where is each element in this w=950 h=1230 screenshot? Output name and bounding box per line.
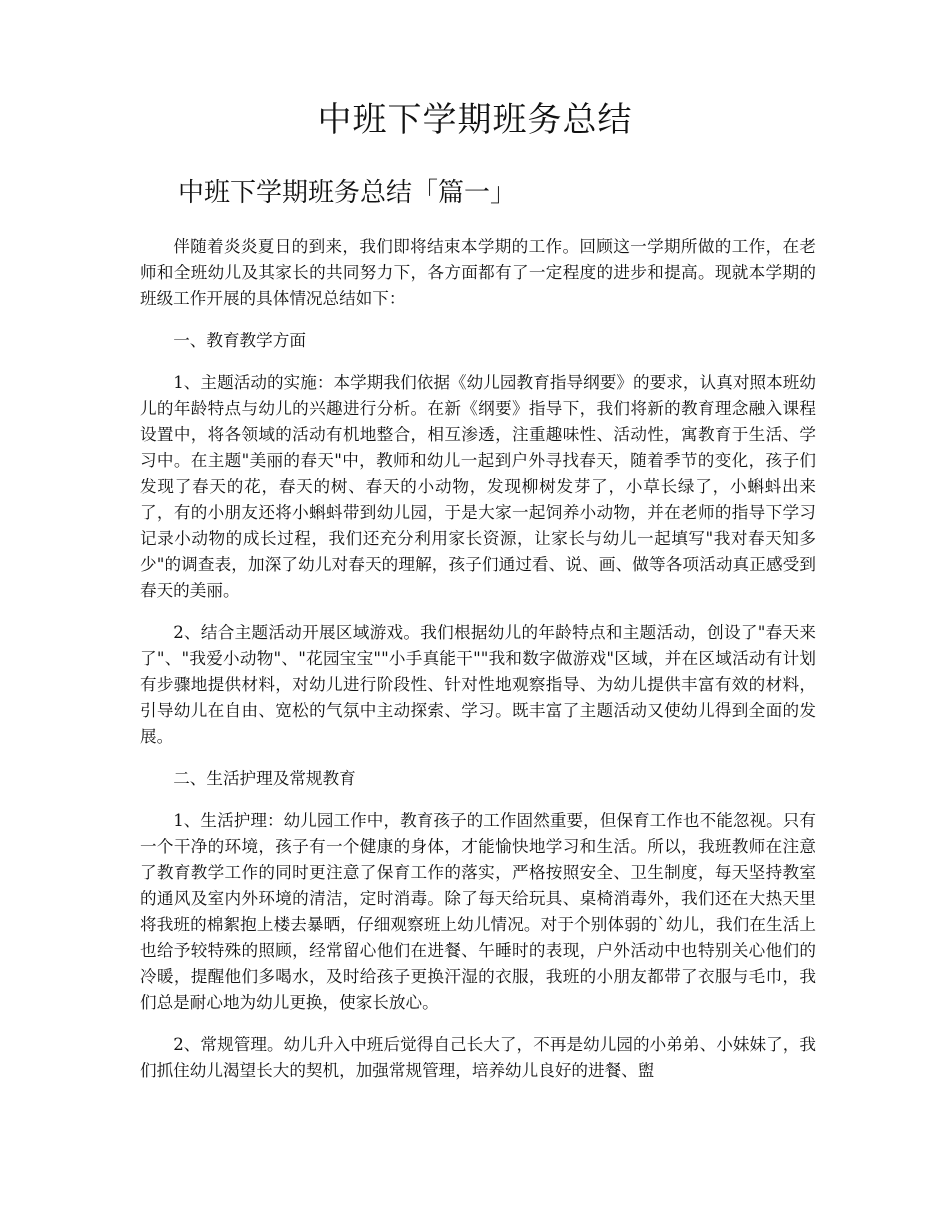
document-title: 中班下学期班务总结 [317, 100, 633, 140]
section-heading-education: 一、教育教学方面 [173, 331, 306, 350]
document-body [140, 234, 816, 1100]
paragraph-theme-activities: 1、主题活动的实施：本学期我们依据《幼儿园教育指导纲要》的要求，认真对照本班幼儿的年龄特点与幼儿的兴趣进行分析。在新《纲要》指导下，我们将新的教育理念融入课程设置中，将各领域的活动有机地整合，相互渗透，注重趣味性、活动性，寓教育于生活、学习中。在主题"美丽的春天"中，教师和幼儿一起到户外寻找春天，随着季节的变化，孩子们发现了春天的花，春天的树、春天的小动物，发现柳树发芽了，小草长绿了，小蝌蚪出来了，有的小朋友还将小蝌蚪带到幼儿园，于是大家一起饲养小动物，并在老师的指导下学习记录小动物的成长过程，我们还充分利用家长资源，让家长与幼儿一起填写"我对春天知多少"的调查表，加深了幼儿对春天的理解，孩子们通过看、说、画、做等各项活动真正感受到春天的美丽。 [140, 373, 816, 600]
paragraph-area-games: 2、结合主题活动开展区域游戏。我们根据幼儿的年龄特点和主题活动，创设了"春天来了"、"我爱小动物"、"花园宝宝""小手真能干""我和数字做游戏"区域，并在区域活动有计划有步骤地提供材料，对幼儿进行阶段性、针对性地观察指导、为幼儿提供丰富有效的材料，引导幼儿在自由、宽松的气氛中主动探索、学习。既丰富了主题活动又使幼儿得到全面的发展。 [140, 623, 816, 746]
section-heading-life-care: 二、生活护理及常规教育 [173, 769, 356, 788]
paragraph-life-care: 1、生活护理：幼儿园工作中，教育孩子的工作固然重要，但保育工作也不能忽视。只有一个干净的环境，孩子有一个健康的身体，才能愉快地学习和生活。所以，我班教师在注意了教育教学工作的同时更注意了保育工作的落实，严格按照安全、卫生制度，每天坚持教室的通风及室内外环境的清洁，定时消毒。除了每天给玩具、桌椅消毒外，我们还在大热天里将我班的棉絮抱上楼去暴晒，仔细观察班上幼儿情况。对于个别体弱的`幼儿，我们在生活上也给予较特殊的照顾，经常留心他们在进餐、午睡时的表现，户外活动中也特别关心他们的冷暖，提醒他们多喝水，及时给孩子更换汗湿的衣服，我班的小朋友都带了衣服与毛巾，我们总是耐心地为幼儿更换，使家长放心。 [140, 811, 816, 1012]
intro-paragraph: 伴随着炎炎夏日的到来，我们即将结束本学期的工作。回顾这一学期所做的工作，在老师和全班幼儿及其家长的共同努力下，各方面都有了一定程度的进步和提高。现就本学期的班级工作开展的具体情况总结如下： [140, 237, 816, 308]
paragraph-routine-management: 2、常规管理。幼儿升入中班后觉得自己长大了，不再是幼儿园的小弟弟、小妹妹了，我们抓住幼儿渴望长大的契机，加强常规管理，培养幼儿良好的进餐、盥 [140, 1035, 816, 1080]
section-subtitle: 中班下学期班务总结「篇一」 [178, 178, 517, 208]
